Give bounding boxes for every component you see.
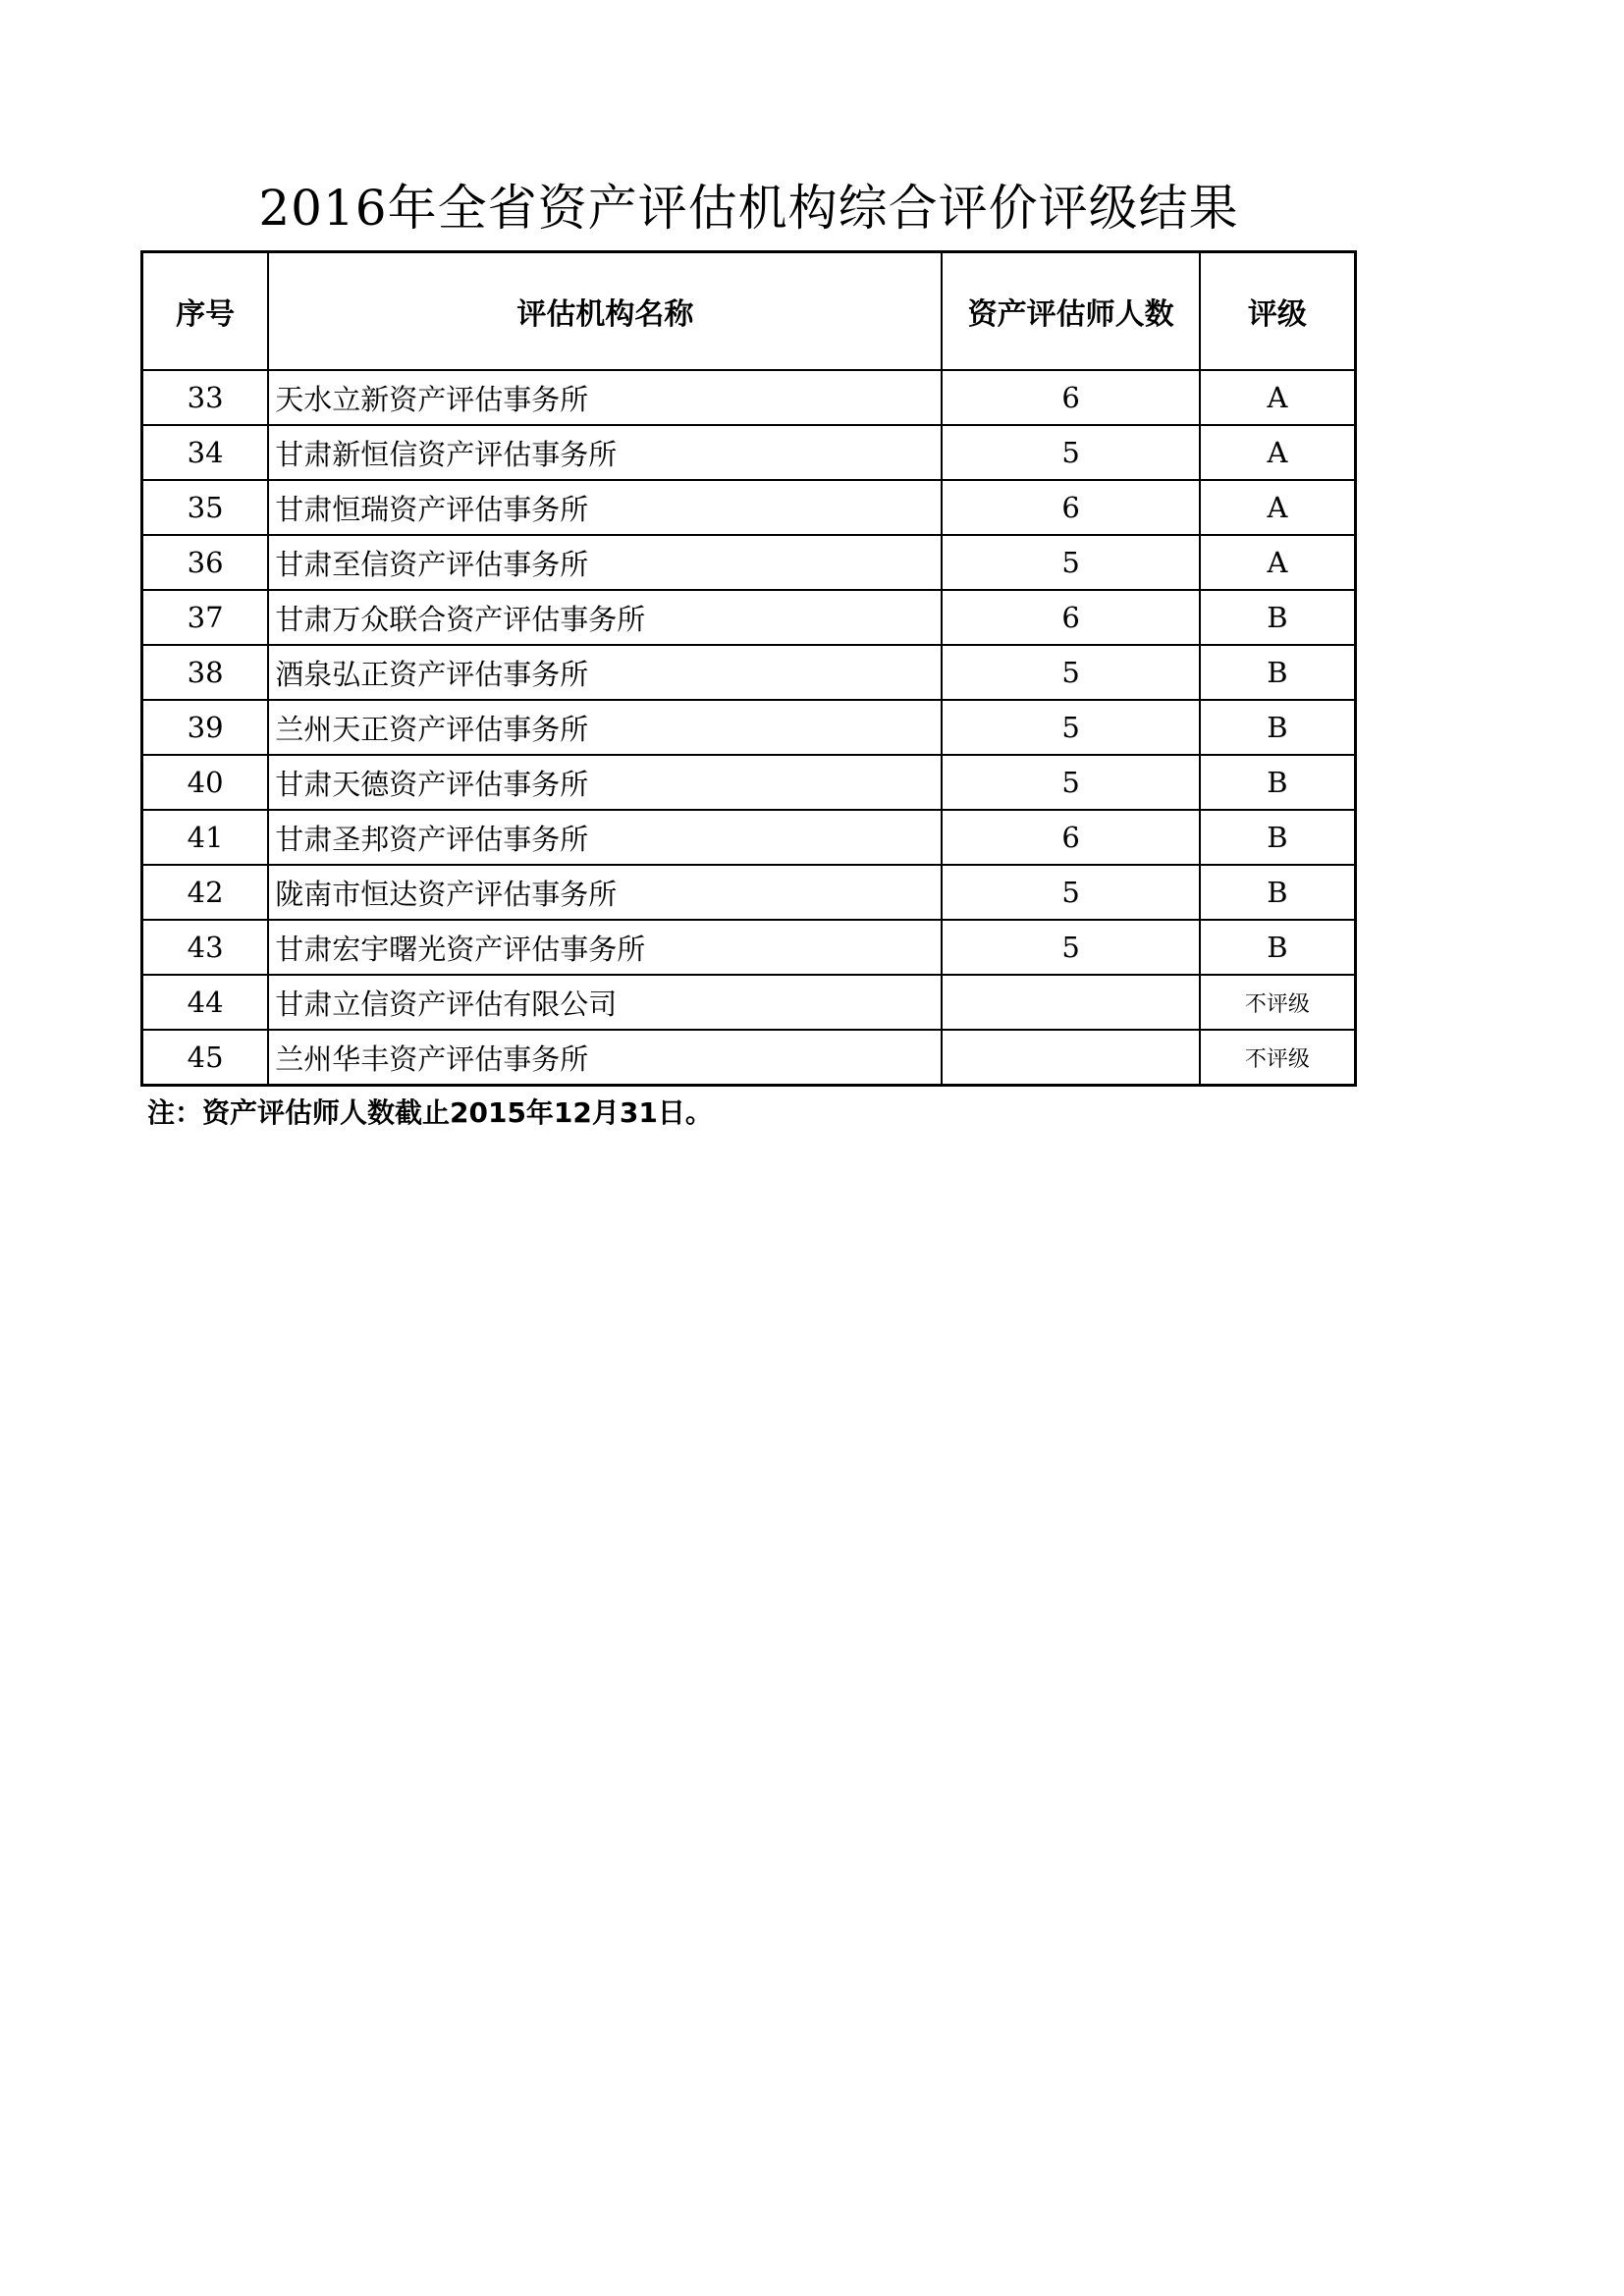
- grade-cell: B: [1200, 810, 1356, 865]
- table-row: [142, 810, 1356, 865]
- institution-name-cell: 甘肃天德资产评估事务所: [268, 755, 942, 810]
- institution-name-cell: 甘肃新恒信资产评估事务所: [268, 425, 942, 480]
- table-row: [142, 590, 1356, 645]
- serial-cell: 33: [142, 370, 269, 425]
- institution-name-cell: 甘肃至信资产评估事务所: [268, 535, 942, 590]
- serial-cell: 35: [142, 480, 269, 535]
- grade-cell: B: [1200, 865, 1356, 920]
- institution-name-cell: 陇南市恒达资产评估事务所: [268, 865, 942, 920]
- institution-name-cell: 甘肃宏宇曙光资产评估事务所: [268, 920, 942, 975]
- appraiser-count-cell: [942, 1030, 1199, 1086]
- institution-name-cell: 兰州华丰资产评估事务所: [268, 1030, 942, 1086]
- header-grade: 评级: [1200, 252, 1356, 371]
- grade-cell: 不评级: [1200, 975, 1356, 1030]
- grade-cell: A: [1200, 425, 1356, 480]
- table-row: [142, 865, 1356, 920]
- table-row: [142, 370, 1356, 425]
- serial-cell: 45: [142, 1030, 269, 1086]
- appraiser-count-cell: 6: [942, 480, 1199, 535]
- institution-name-cell: 甘肃圣邦资产评估事务所: [268, 810, 942, 865]
- institution-name-cell: 甘肃万众联合资产评估事务所: [268, 590, 942, 645]
- serial-cell: 37: [142, 590, 269, 645]
- grade-cell: B: [1200, 920, 1356, 975]
- rating-table: [140, 250, 1357, 1087]
- appraiser-count-cell: 5: [942, 535, 1199, 590]
- table-row: [142, 480, 1356, 535]
- serial-cell: 42: [142, 865, 269, 920]
- grade-cell: A: [1200, 480, 1356, 535]
- appraiser-count-cell: 5: [942, 425, 1199, 480]
- appraiser-count-cell: 5: [942, 645, 1199, 700]
- table-row: [142, 535, 1356, 590]
- appraiser-count-cell: 5: [942, 865, 1199, 920]
- header-serial: 序号: [142, 252, 269, 371]
- grade-cell: A: [1200, 535, 1356, 590]
- appraiser-count-cell: 5: [942, 755, 1199, 810]
- header-appraiser-count: 资产评估师人数: [942, 252, 1199, 371]
- grade-cell: B: [1200, 645, 1356, 700]
- serial-cell: 39: [142, 700, 269, 755]
- table-row: [142, 425, 1356, 480]
- appraiser-count-cell: 5: [942, 920, 1199, 975]
- serial-cell: 38: [142, 645, 269, 700]
- institution-name-cell: 天水立新资产评估事务所: [268, 370, 942, 425]
- grade-cell: A: [1200, 370, 1356, 425]
- footnote: 注：资产评估师人数截止2015年12月31日。: [147, 1096, 713, 1129]
- grade-cell: B: [1200, 590, 1356, 645]
- table-row: [142, 975, 1356, 1030]
- serial-cell: 34: [142, 425, 269, 480]
- institution-name-cell: 酒泉弘正资产评估事务所: [268, 645, 942, 700]
- serial-cell: 43: [142, 920, 269, 975]
- institution-name-cell: 兰州天正资产评估事务所: [268, 700, 942, 755]
- table-header-row: [142, 252, 1356, 371]
- serial-cell: 36: [142, 535, 269, 590]
- table-body: [142, 370, 1356, 1086]
- table-row: [142, 645, 1356, 700]
- table-row: [142, 700, 1356, 755]
- institution-name-cell: 甘肃恒瑞资产评估事务所: [268, 480, 942, 535]
- grade-cell: B: [1200, 755, 1356, 810]
- appraiser-count-cell: 5: [942, 700, 1199, 755]
- appraiser-count-cell: 6: [942, 590, 1199, 645]
- grade-cell: 不评级: [1200, 1030, 1356, 1086]
- table-row: [142, 920, 1356, 975]
- table-row: [142, 1030, 1356, 1086]
- institution-name-cell: 甘肃立信资产评估有限公司: [268, 975, 942, 1030]
- appraiser-count-cell: [942, 975, 1199, 1030]
- page-title: 2016年全省资产评估机构综合评价评级结果: [258, 180, 1239, 237]
- appraiser-count-cell: 6: [942, 370, 1199, 425]
- header-institution-name: 评估机构名称: [268, 252, 942, 371]
- serial-cell: 40: [142, 755, 269, 810]
- serial-cell: 41: [142, 810, 269, 865]
- serial-cell: 44: [142, 975, 269, 1030]
- table-row: [142, 755, 1356, 810]
- grade-cell: B: [1200, 700, 1356, 755]
- appraiser-count-cell: 6: [942, 810, 1199, 865]
